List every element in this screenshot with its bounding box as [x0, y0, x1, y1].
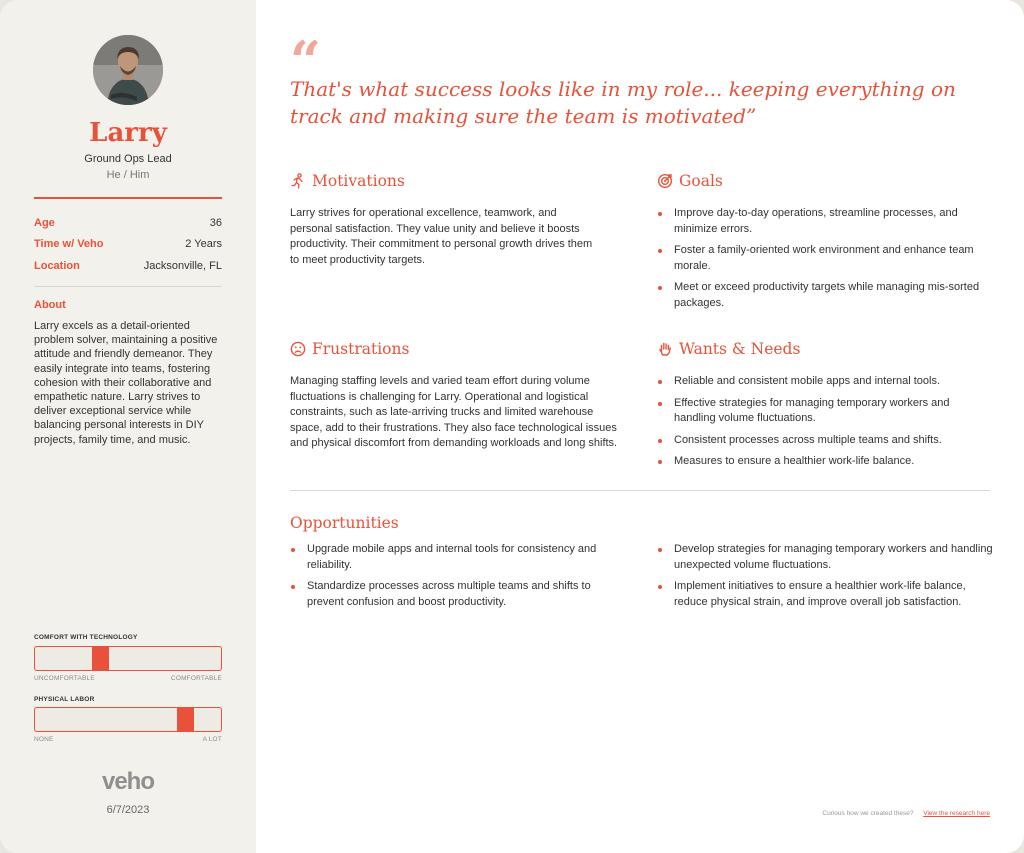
stat-label: Time w/ Veho: [34, 238, 104, 250]
quote-mark: “: [290, 29, 322, 93]
wants-list: [657, 374, 987, 476]
stat-label: Location: [34, 260, 80, 272]
scale-high-label: COMFORTABLE: [170, 675, 222, 682]
list-item: Standardize processes across multiple teams and shifts to prevent confusion and boost productivity.: [290, 579, 630, 610]
section-title: Goals: [679, 172, 723, 190]
stat-value: Jacksonville, FL: [143, 260, 222, 272]
section-title: Wants & Needs: [679, 340, 801, 358]
frustrations-text: Managing staffing levels and varied team effort during volume fluctuations is challenging for Larry. Operational and logistical constraints, such as late-arriving trucks and limited warehouse space, add to their frustrations. They also face technological issues and physical discomfort from demanding workloads and long shifts.: [290, 375, 618, 449]
scale-marker: [177, 708, 194, 731]
list-item: Upgrade mobile apps and internal tools for consistency and reliability.: [290, 542, 630, 573]
persona-name: Larry: [89, 118, 167, 148]
frustrations-heading: [290, 340, 409, 358]
sidebar: [0, 0, 256, 853]
scale-low-label: NONE: [34, 736, 54, 743]
scale-high-label: A LOT: [202, 736, 222, 743]
scale-marker: [92, 647, 109, 670]
running-person-icon: [290, 173, 306, 189]
goals-heading: [657, 172, 723, 190]
list-item: Foster a family-oriented work environment and enhance team morale.: [657, 243, 987, 274]
section-title: Motivations: [312, 172, 405, 190]
scale-low-label: UNCOMFORTABLE: [34, 675, 95, 682]
opportunities-left-list: [290, 542, 630, 616]
avatar: [93, 35, 163, 105]
physical-labor-scale: [34, 707, 222, 732]
about-label: About: [34, 299, 66, 311]
opportunities-right-list: [657, 542, 997, 616]
list-item: Effective strategies for managing temporary workers and handling volume fluctuations.: [657, 396, 987, 427]
divider: [34, 197, 222, 199]
list-item: Develop strategies for managing temporary workers and handling unexpected volume fluctuations.: [657, 542, 997, 573]
stat-value: 36: [209, 217, 222, 229]
research-link[interactable]: View the research here: [923, 810, 990, 817]
scale-title: PHYSICAL LABOR: [34, 696, 95, 703]
footer: [822, 810, 990, 817]
scale-ends: [34, 675, 222, 682]
list-item: Meet or exceed productivity targets while managing mis-sorted packages.: [657, 280, 987, 311]
target-icon: [657, 173, 673, 189]
persona-quote: That's what success looks like in my role... keeping everything on track and making sure the team is motivated”: [290, 77, 956, 128]
date: 6/7/2023: [106, 804, 150, 816]
persona-pronouns: He / Him: [106, 169, 150, 181]
scale-title: COMFORT WITH TECHNOLOGY: [34, 634, 138, 641]
section-title: Frustrations: [312, 340, 410, 358]
divider: [290, 490, 990, 491]
stat-label: Age: [34, 217, 55, 229]
stat-location: [34, 260, 222, 276]
goals-list: [657, 206, 987, 317]
motivations-text: Larry strives for operational excellence, teamwork, and personal satisfaction. They value unity and believe it boosts productivity. Their commitment to personal growth drives them to meet productivity targets.: [290, 207, 593, 266]
stat-age: [34, 217, 222, 233]
list-item: Measures to ensure a healthier work-life balance.: [657, 454, 987, 470]
opportunities-heading: [290, 514, 399, 532]
list-item: Reliable and consistent mobile apps and internal tools.: [657, 374, 987, 390]
divider: [34, 286, 222, 287]
section-title: Opportunities: [290, 514, 399, 532]
scale-ends: [34, 736, 222, 743]
veho-logo: vehо: [101, 768, 154, 795]
hand-icon: [657, 341, 673, 357]
tech-comfort-scale: [34, 646, 222, 671]
list-item: Improve day-to-day operations, streamline processes, and minimize errors.: [657, 206, 987, 237]
avatar-photo: [93, 35, 163, 105]
motivations-heading: [290, 172, 405, 190]
list-item: Consistent processes across multiple teams and shifts.: [657, 433, 987, 449]
list-item: Implement initiatives to ensure a healthier work-life balance, reduce physical strain, and improve overall job satisfaction.: [657, 579, 997, 610]
stat-value: 2 Years: [185, 238, 222, 250]
footer-question: Curious how we created these?: [822, 810, 914, 817]
stat-tenure: [34, 238, 222, 254]
about-text: Larry excels as a detail-oriented problem solver, maintaining a positive attitude and friendly demeanor. They easily integrate into teams, fostering cohesion with their collaborative and empathetic nature. Larry strives to deliver exceptional service while balancing personal interests in DIY projects, family time, and music.: [34, 320, 218, 446]
persona-role: Ground Ops Lead: [84, 153, 172, 165]
frown-face-icon: [290, 341, 306, 357]
wants-heading: [657, 340, 800, 358]
